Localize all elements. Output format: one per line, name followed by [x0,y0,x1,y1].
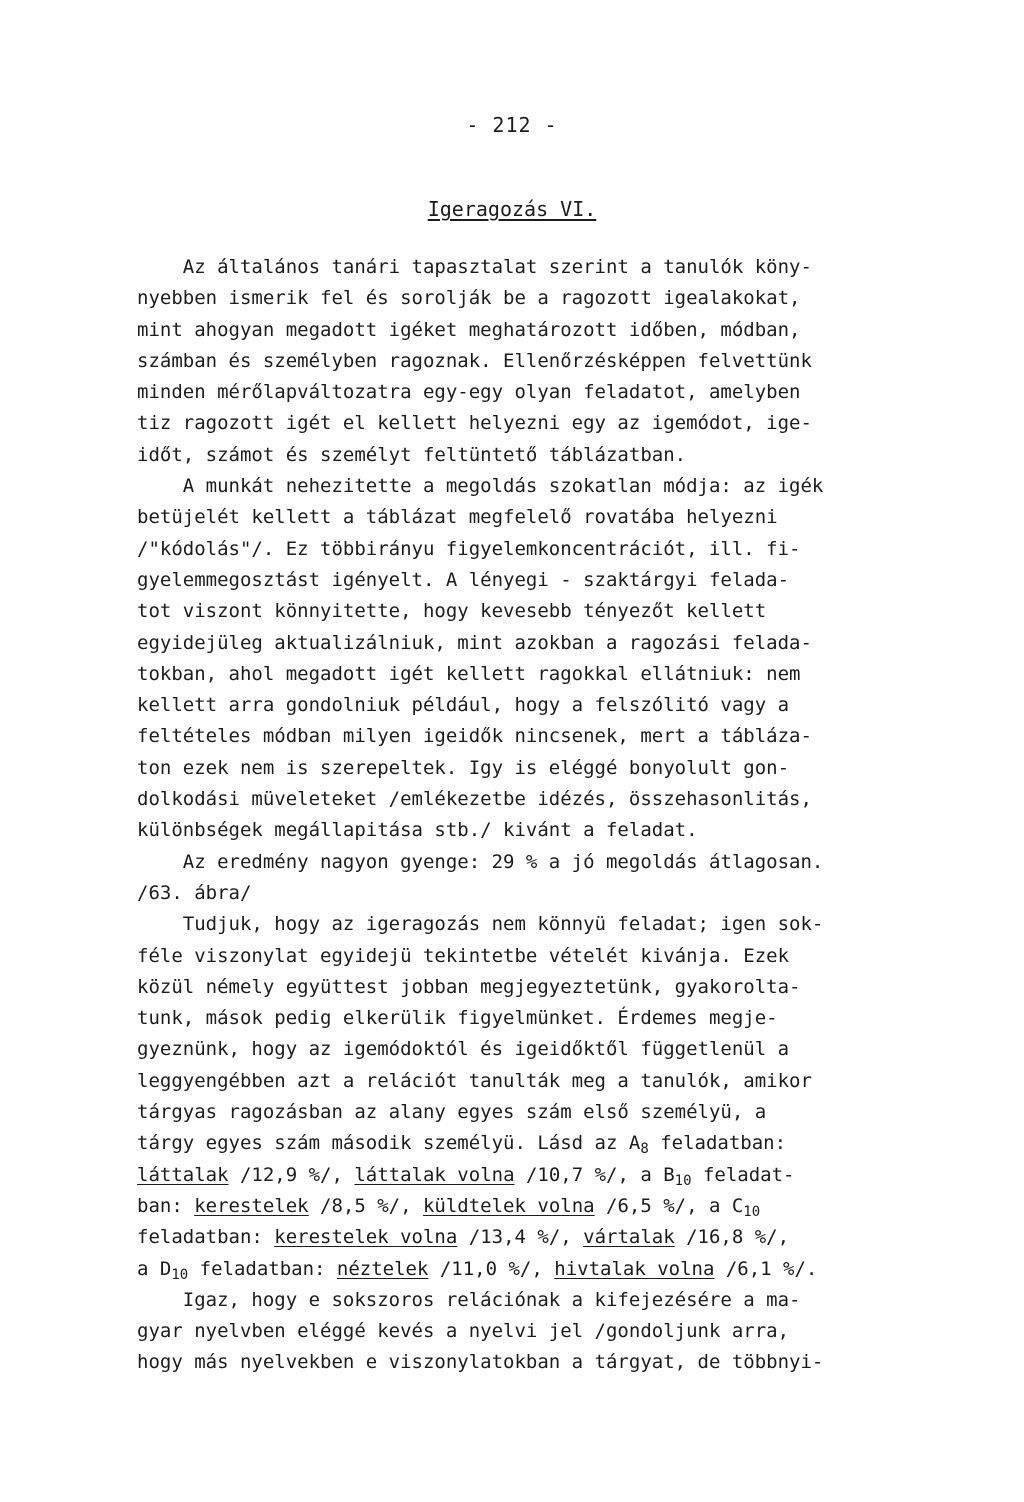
text-line [137,1128,927,1159]
text-line [137,753,927,784]
text-segment: féle viszonylat egyidejü tekintetbe vételét kivánja. Ezek [137,944,790,967]
body-text [137,252,927,1379]
text-segment: mint ahogyan megadott igéket meghatározott időben, módban, [137,318,801,341]
text-line [137,1316,927,1347]
text-line [137,909,927,940]
text-segment: A munkát nehezitette a megoldás szokatlan módja: az igék [137,475,824,498]
text-line [137,315,927,346]
text-segment: /6,1 %/. [714,1257,818,1280]
text-segment: közül némely együttest jobban megjegyeztetünk, gyakorolta- [137,975,801,998]
text-line [137,1066,927,1097]
text-segment: Az általános tanári tapasztalat szerint a tanulók köny- [137,256,812,278]
text-segment: különbségek megállapitása stb./ kivánt a feladat. [137,819,698,842]
text-segment: feltételes módban milyen igeidők nincsenek, mert a tábláza- [137,725,812,748]
text-segment: feladat- [691,1163,795,1186]
text-line [137,690,927,721]
text-segment: Igaz, hogy e sokszoros relációnak a kifejezésére a ma- [137,1288,801,1311]
underlined-verb: kerestelek [194,1194,309,1217]
section-title [0,197,1024,221]
text-line [137,659,927,690]
text-segment: ton ezek nem is szerepeltek. Igy is eléggé bonyolult gon- [137,756,790,779]
subscript: 10 [743,1203,761,1220]
subscript: 10 [674,1172,692,1189]
text-segment: dolkodási müveleteket /emlékezetbe idézés, összehasonlitás, [137,788,812,811]
text-segment: /11,0 %/, [428,1257,555,1280]
underlined-verb: hivtalak volna [554,1257,715,1280]
text-segment: /13,4 %/, [457,1226,584,1249]
text-segment: Az eredmény nagyon gyenge: 29 % a jó megoldás átlagosan. [137,850,824,873]
text-segment: ban: [137,1194,195,1217]
text-segment: /8,5 %/, [308,1194,423,1217]
text-line [137,565,927,596]
page-number: - 212 - [466,113,558,137]
text-line [137,440,927,471]
subscript: 10 [171,1266,189,1283]
text-segment: tunk, mások pedig elkerülik figyelmünket. Érdemes megje- [137,1007,778,1030]
text-line [137,1160,927,1191]
text-line [137,721,927,752]
text-segment: gyeznünk, hogy az igemódoktól és igeidőktől függetlenül a [137,1038,790,1061]
text-segment: leggyengébben azt a relációt tanulták meg a tanulók, amikor [137,1069,812,1092]
text-segment: gyar nyelvben eléggé kevés a nyelvi jel /gondoljunk arra, [137,1320,790,1343]
text-line [137,847,927,878]
text-line [137,784,927,815]
text-line [137,1097,927,1128]
text-line [137,1222,927,1253]
text-segment: feladatban: [648,1132,787,1155]
text-line [137,628,927,659]
text-segment: gyelemmegosztást igényelt. A lényegi - szaktárgyi felada- [137,568,790,591]
text-segment: /"kódolás"/. Ez többirányu figyelemkoncentrációt, ill. fi- [137,537,801,560]
underlined-verb: láttalak [137,1163,229,1186]
text-segment: /63. ábra/ [137,881,252,904]
underlined-verb: néztelek [336,1257,429,1280]
text-line [137,941,927,972]
text-line [137,972,927,1003]
text-segment: egyidejüleg aktualizálniuk, mint azokban a ragozási felada- [137,631,812,654]
text-line [137,1003,927,1034]
text-line [137,502,927,533]
text-segment: hogy más nyelvekben e viszonylatokban a tárgyat, de többnyi- [137,1351,824,1374]
text-segment: feladatban: [188,1257,337,1280]
underlined-verb: kerestelek volna [274,1226,458,1249]
text-line [137,596,927,627]
underlined-verb: láttalak volna [354,1163,515,1186]
text-segment: számban és személyben ragoznak. Ellenőrzésképpen felvettünk [137,349,812,372]
underlined-verb: vártalak [583,1226,675,1249]
text-segment: /6,5 %/, a C [594,1194,744,1217]
underlined-verb: küldtelek volna [422,1194,595,1217]
text-line [137,878,927,909]
text-line [137,534,927,565]
text-line [137,377,927,408]
text-segment: a D [137,1257,172,1280]
text-line [137,471,927,502]
text-segment: nyebben ismerik fel és sorolják be a ragozott igealakokat, [137,287,801,310]
text-segment: betüjelét kellett a táblázat megfelelő rovatába helyezni [137,506,778,529]
text-line [137,1347,927,1378]
text-segment: tárgyas ragozásban az alany egyes szám első személyü, a [137,1101,767,1124]
text-segment: feladatban: [137,1226,275,1249]
text-segment: /12,9 %/, [228,1163,355,1186]
text-segment: minden mérőlapváltozatra egy-egy olyan feladatot, amelyben [137,381,801,404]
text-line [137,1034,927,1065]
text-segment: tárgy egyes szám második személyü. Lásd az A [137,1132,641,1155]
text-line [137,283,927,314]
text-segment: tiz ragozott igét el kellett helyezni egy az igemódot, ige- [137,412,812,435]
text-line [137,408,927,439]
text-segment: kellett arra gondolniuk például, hogy a felszólitó vagy a [137,694,790,717]
text-segment: /10,7 %/, a B [514,1163,675,1186]
section-title-text: Igeragozás VI. [427,197,597,221]
text-segment: Tudjuk, hogy az igeragozás nem könnyü feladat; igen sok- [137,913,824,936]
text-line [137,1191,927,1222]
text-line [137,815,927,846]
text-segment: időt, számot és személyt feltüntető táblázatban. [137,443,687,466]
text-segment: /16,8 %/, [674,1226,790,1249]
text-line [137,346,927,377]
text-segment: tot viszont könnyitette, hogy kevesebb tényezőt kellett [137,600,767,623]
text-line [137,1285,927,1316]
text-line [137,252,927,283]
text-segment: tokban, ahol megadott igét kellett ragokkal ellátniuk: nem [137,662,801,685]
subscript: 8 [640,1141,649,1158]
text-line [137,1254,927,1285]
